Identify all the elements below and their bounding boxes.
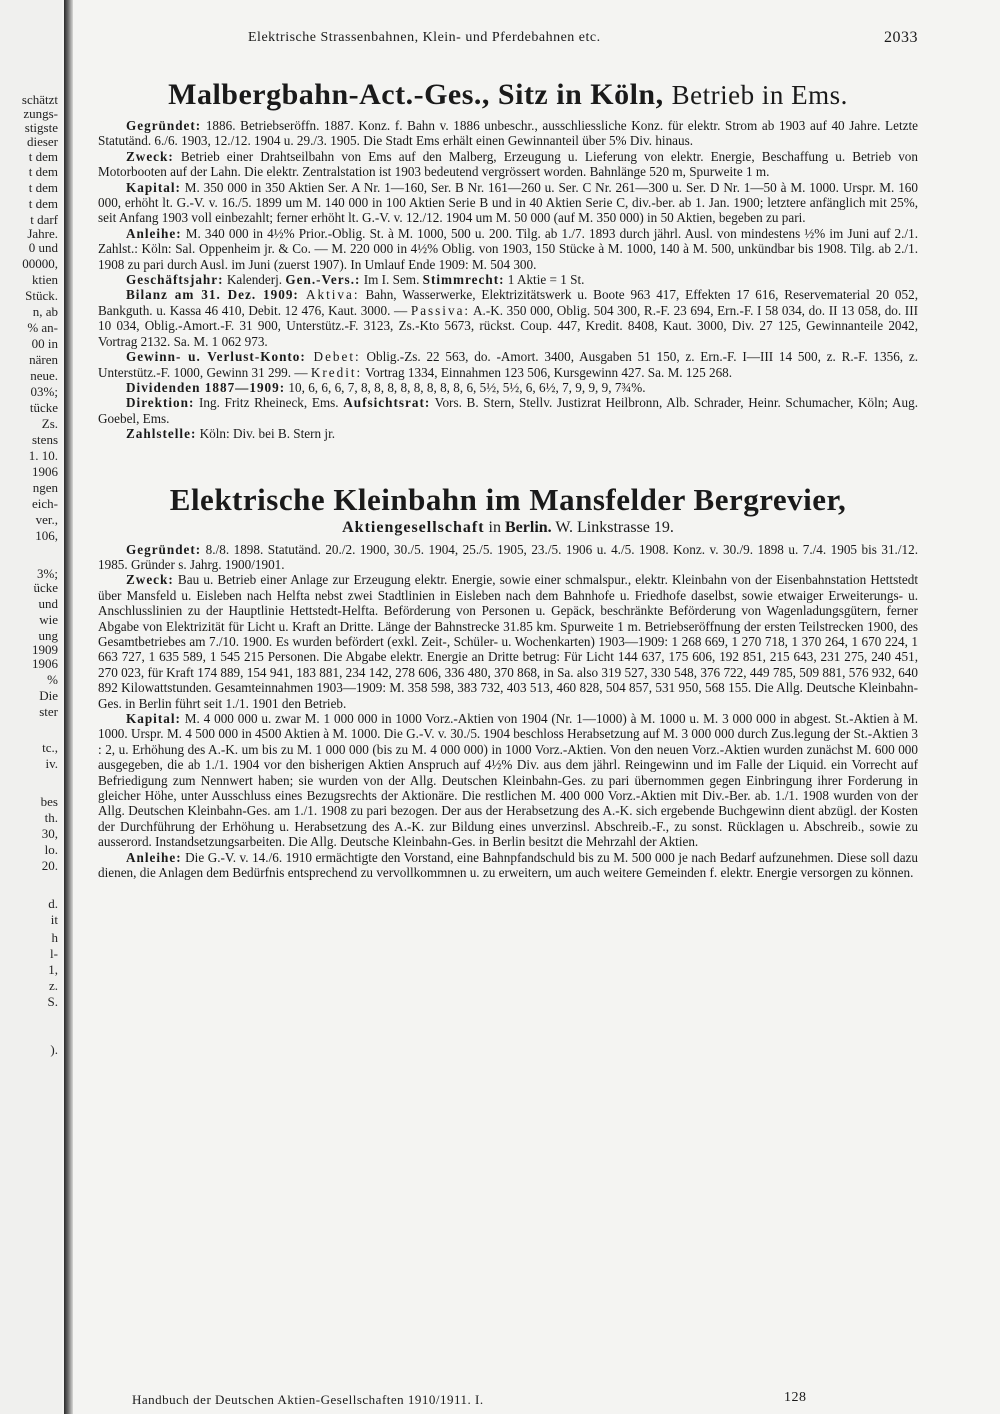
gutter-fragment: bes bbox=[40, 794, 58, 809]
gutter-fragment: it bbox=[50, 912, 58, 927]
gutter-fragment: ). bbox=[50, 1042, 58, 1057]
section1-paragraph bbox=[98, 380, 918, 395]
gutter-fragment: ung bbox=[38, 628, 58, 643]
section2-subtitle-place: Berlin. bbox=[505, 518, 552, 536]
page-fold-shadow bbox=[64, 0, 73, 1414]
gutter-fragment: ktien bbox=[32, 272, 58, 287]
section1-paragraph bbox=[98, 272, 918, 287]
section1-spaced-span: Aktiva: bbox=[298, 287, 360, 303]
gutter-fragment: 1906 bbox=[32, 464, 58, 479]
left-gutter-fragments bbox=[0, 0, 62, 1414]
gutter-fragment: ver., bbox=[35, 512, 58, 527]
gutter-fragment: 1. 10. bbox=[28, 448, 58, 463]
section1-label-span: Geschäftsjahr: bbox=[126, 272, 224, 288]
gutter-fragment: l- bbox=[50, 946, 58, 961]
section1-spaced-span: Kredit: bbox=[310, 364, 363, 380]
section2-label-span: Zweck: bbox=[126, 572, 174, 588]
section1-label-span: Aufsichtsrat: bbox=[343, 395, 431, 411]
gutter-fragment: 1909 bbox=[32, 642, 58, 657]
section1-paragraph bbox=[98, 287, 918, 349]
section1-text-span: Oblig.-Zs. 22 563, do. -Amort. 3400, Ausgaben 51 150, z. Ern.-F. I—III 14 500, z. R.-F. 1356, z. Unterstütz.-F. 1000, Gewinn 31 299. — bbox=[98, 349, 919, 380]
section1-paragraph bbox=[98, 149, 918, 180]
gutter-fragment: t darf bbox=[30, 212, 58, 227]
gutter-fragment: schätzt bbox=[21, 92, 58, 107]
section1-text-span: Ing. Fritz Rheineck, Ems. bbox=[194, 395, 344, 411]
gutter-fragment: t dem bbox=[28, 164, 58, 179]
section2-title: Elektrische Kleinbahn im Mansfelder Bergrevier, bbox=[169, 481, 847, 517]
gutter-fragment: 1906 bbox=[32, 656, 58, 671]
section1-title bbox=[98, 78, 918, 112]
book-page bbox=[98, 30, 918, 880]
gutter-fragment: h bbox=[51, 930, 58, 945]
section1-body bbox=[98, 118, 918, 442]
section1-text-span: Vortrag 1334, Einnahmen 123 506, Kursgewinn 427. Sa. M. 125 268. bbox=[362, 364, 733, 380]
section2-subtitle-in: in bbox=[484, 518, 505, 536]
section1-label-span: Anleihe: bbox=[126, 225, 182, 241]
running-head bbox=[98, 30, 918, 50]
gutter-fragment: 30, bbox=[41, 826, 58, 841]
section2-label-span: Gegründet: bbox=[126, 541, 202, 557]
gutter-fragment: lo. bbox=[44, 842, 58, 857]
gutter-fragment: ücke bbox=[33, 580, 58, 595]
section1-label-span: Gewinn- u. Verlust-Konto: bbox=[126, 349, 306, 365]
section1-text-span: 10, 6, 6, 6, 7, 8, 8, 8, 8, 8, 8, 8, 8, 6, 5½, 5½, 6, 6½, 7, 9, 9, 9, 7¾%. bbox=[285, 379, 646, 395]
gutter-fragment: % bbox=[47, 672, 58, 687]
section1-label-span: Stimmrecht: bbox=[422, 272, 505, 288]
section1-paragraph bbox=[98, 180, 918, 226]
gutter-fragment: 03%; bbox=[30, 384, 58, 399]
gutter-fragment: 3%; bbox=[37, 566, 58, 581]
section2-text-span: 8./8. 1898. Statutänd. 20./2. 1900, 30./5. 1904, 25./5. 1905, 23./5. 1906 u. 4./5. 1908. Konz. v. 30./9. 1898 u. 7./4. 1905 bis 31./12. 1985. Gründer s. Jahrg. 1900/1901. bbox=[98, 541, 918, 572]
section1-text-span: M. 350 000 in 350 Aktien Ser. A Nr. 1—160, Ser. B Nr. 161—260 u. Ser. C Nr. 261—300 u. Ser. D Nr. 1—50 à M. 1000. Urspr. M. 160 000, erhöht lt. G.-V. v. 16./5. 1899 um M. 140 000 in 100 Aktien Serie B und in 40 Aktien Serie C, div.-ber. ab 1. Jan. 1900; letztere anfänglich mit 25%, seit Anfang 1903 voll einbezahlt; ferner erhöht lt. G.-V. v. 12./12. 1904 um M. 50 000 (auf M. 350 000) in 50 Aktien, begeben zu pari. bbox=[98, 179, 918, 226]
gutter-fragment: t dem bbox=[28, 196, 58, 211]
section1-paragraph bbox=[98, 395, 918, 426]
gutter-fragment: n, ab bbox=[32, 304, 58, 319]
section1-text-span: A.-K. 350 000, Oblig. 504 300, R.-F. 23 694, Ern.-F. I 58 034, do. II 13 058, do. III 10 034, Oblig.-Amort.-F. 31 900, Unterstütz.-F. 3123, Zs.-Kto 5673, rückst. Coup. 447, Kredit. 8408, Kaut. 3000, Div. 27 125, Gewinnanteile 2042, Vortrag 2132. Sa. M. 1 062 973. bbox=[98, 302, 918, 349]
gutter-fragment: Zs. bbox=[41, 416, 58, 431]
section1-title-main: Malbergbahn-Act.-Ges., Sitz in Köln, bbox=[168, 78, 664, 111]
gutter-fragment: Stück. bbox=[25, 288, 58, 303]
gutter-fragment: th. bbox=[44, 810, 58, 825]
section1-text-span: Im I. Sem. bbox=[360, 272, 423, 288]
section2-paragraph bbox=[98, 711, 918, 850]
section1-label-span: Kapital: bbox=[126, 179, 181, 195]
section1-paragraph bbox=[98, 118, 918, 149]
section1-paragraph bbox=[98, 226, 918, 272]
gutter-fragment: 106, bbox=[35, 528, 58, 543]
footer-text: Handbuch der Deutschen Aktien-Gesellschaften 1910/1911. I. bbox=[132, 1392, 484, 1407]
section1-label-span: Bilanz am 31. Dez. 1909: bbox=[126, 287, 299, 303]
gutter-fragment: und bbox=[38, 596, 58, 611]
section1-label-span: Direktion: bbox=[126, 395, 195, 411]
gutter-fragment: t dem bbox=[28, 149, 58, 164]
gutter-fragment: dieser bbox=[26, 134, 58, 149]
gutter-fragment: stigste bbox=[24, 120, 58, 135]
section2-label-span: Anleihe: bbox=[126, 849, 182, 865]
section1-paragraph bbox=[98, 349, 918, 380]
section2-text-span: Bau u. Betrieb einer Anlage zur Erzeugung elektr. Energie, sowie einer schmalspur., elektr. Kleinbahn von der Eisenbahnstation Hettstedt über Mansfeld u. Eisleben nach Helfta nebst zwei Stadtlinien in Eisleben nach dem Bahnhofe u. Friedhofe daselbst, sowie etwaiger Erweiterungs- u. Anschlusslinien zu der Hauptlinie Hettstedt-Helfta. Beförderung von Personen u. Gepäck, beschränkte Beförderung von Wagenladungsgütern, ferner Abgabe von Elektrizität für Licht u. Kraft an Dritte. Länge der Bahnstrecke 31.85 km. Spurweite 1 m. Betriebseröffnung der ersten Teilstrecken 1900, des Gesamtbetriebes am 7./10. 1900. Es wurden befördert (exkl. Zeit-, Schüler- u. Wochenkarten) 1903—1909: 1 268 669, 1 270 718, 1 370 264, 1 670 224, 1 663 727, 1 635 589, 1 545 215 Personen. Die Abgabe elektr. Energie an Dritte betrug: Für Licht 144 637, 175 606, 192 851, 215 643, 231 275, 240 451, 270 023, für Kraft 174 889, 154 941, 183 881, 234 142, 278 606, 336 480, 370 868, in Sa. also 319 527, 330 548, 376 722, 449 785, 509 881, 576 932, 640 892 Kilowattstunden. Gesamteinnahmen 1903—1909: M. 358 598, 383 732, 403 513, 460 828, 504 857, 531 950, 568 155. Die Allg. Deutsche Kleinbahn-Ges. in Berlin führt seit 1./1. 1901 den Betrieb. bbox=[98, 572, 918, 711]
gutter-fragment: Jahre. bbox=[27, 226, 58, 241]
gutter-fragment: iv. bbox=[45, 756, 58, 771]
section2-paragraph bbox=[98, 542, 918, 573]
section2-body bbox=[98, 542, 918, 881]
gutter-fragment: % an- bbox=[27, 320, 58, 335]
section2-text-span: Die G.-V. v. 14./6. 1910 ermächtigte den Vorstand, eine Bahnpfandschuld bis zu M. 500 000 je nach Bedarf aufzunehmen. Diese soll dazu dienen, die Anlagen dem Bedürfnis entsprechend zu vervollkommnen u. zu erweitern, um auch weitere Gemeinden f. elektr. Energie versorgen zu können. bbox=[98, 849, 918, 881]
footer-number: 128 bbox=[784, 1390, 807, 1405]
section1-text-span: 1886. Betriebseröffn. 1887. Konz. f. Bahn v. 1886 unbeschr., ausschliessliche Konz. für elektr. Strom ab 1903 auf 40 Jahre. Letzte Statutänd. 6./6. 1903, 12./12. 1904 u. 29./3. 1905. Die Stadt Ems erhält einen Gewinnanteil über 5% Div. hinaus. bbox=[98, 118, 918, 149]
section1-spaced-span: Passiva: bbox=[410, 302, 471, 318]
gutter-fragment: tc., bbox=[42, 740, 58, 755]
section1-label-span: Zweck: bbox=[126, 148, 174, 164]
section1-title-rest: Betrieb in Ems. bbox=[671, 80, 848, 110]
gutter-fragment: neue. bbox=[30, 368, 58, 383]
gutter-fragment: zungs- bbox=[23, 106, 58, 121]
running-head-title: Elektrische Strassenbahnen, Klein- und Pferdebahnen etc. bbox=[248, 30, 601, 45]
gutter-fragment: d. bbox=[48, 896, 58, 911]
gutter-fragment: 00000, bbox=[22, 256, 58, 271]
gutter-fragment: 0 und bbox=[28, 240, 58, 255]
gutter-fragment: wie bbox=[39, 612, 58, 627]
section1-label-span: Gegründet: bbox=[126, 118, 202, 133]
gutter-fragment: S. bbox=[47, 994, 58, 1009]
section1-label-span: Dividenden 1887—1909: bbox=[126, 379, 286, 395]
gutter-fragment: tücke bbox=[29, 400, 58, 415]
section1-spaced-span: Debet: bbox=[305, 349, 361, 365]
page-footer bbox=[132, 1392, 832, 1408]
section2-subtitle-address: W. Linkstrasse 19. bbox=[551, 518, 674, 536]
page-number: 2033 bbox=[884, 29, 918, 46]
section1-text-span: M. 340 000 in 4½% Prior.-Oblig. St. à M. 1000, 500 u. 200. Tilg. ab 1./7. 1893 durch jährl. Ausl. von mindestens ½% im Juni auf 2./1. Zahlst.: Köln: Sal. Oppenheim jr. & Co. — M. 220 000 in 4½% Oblig. von 1903, 150 Stücke à M. 1000, 140 à M. 500, unkündbar bis 1908. Tilg. ab 2./1. 1908 zu pari durch Ausl. im Juni (zuerst 1907). In Umlauf Ende 1909: M. 504 300. bbox=[98, 225, 918, 272]
gutter-fragment: z. bbox=[48, 978, 58, 993]
gutter-fragment: eich- bbox=[32, 496, 58, 511]
gutter-fragment: 1, bbox=[48, 962, 58, 977]
section1-paragraph bbox=[98, 426, 918, 441]
section1-label-span: Gen.-Vers.: bbox=[285, 272, 361, 288]
gutter-fragment: t dem bbox=[28, 180, 58, 195]
section1-text-span: Betrieb einer Drahtseilbahn von Ems auf den Malberg, Erzeugung u. Lieferung von elektr. Energie, Beschaffung u. Betrieb von Motorbooten auf der Lahn. Die elektr. Zentralstation ist 1903 bedeutend vergrössert worden. Bahnlänge 520 m, Spurweite 1 m. bbox=[98, 148, 918, 180]
gutter-fragment: stens bbox=[32, 432, 58, 447]
gutter-fragment: ngen bbox=[32, 480, 58, 495]
gutter-fragment: 20. bbox=[41, 858, 58, 873]
section1-label-span: Zahlstelle: bbox=[126, 426, 197, 442]
section2-paragraph bbox=[98, 572, 918, 711]
gutter-fragment: 00 in bbox=[31, 336, 58, 351]
section1-text-span: 1 Aktie = 1 St. bbox=[504, 272, 585, 288]
section2-text-span: M. 4 000 000 u. zwar M. 1 000 000 in 1000 Vorz.-Aktien von 1904 (Nr. 1—1000) à M. 1000 u. M. 3 000 000 in abgest. St.-Aktien à M. 1000. Urspr. M. 4 500 000 in 4500 Aktien à M. 1000. Die G.-V. v. 30./5. 1904 beschloss Herabsetzung auf M. 3 000 000 durch Zus.legung der St.-Aktien 3 : 2, u. Erhöhung des A.-K. um bis zu M. 1 000 000 (bis zu M. 4 000 000) in 1000 Vorz.-Aktien. Von den neuen Vorz.-Aktien wurden zunächst M. 600 000 ausgegeben, die ab 1./1. 1904 vor den bisherigen Aktien Anspruch auf 4½% Div. aus dem jährl. Reingewinn und im Falle der Liquid. ein Vorrecht auf Befriedigung zum Nennwert haben; sie wurden von der Allg. Deutschen Kleinbahn-Ges. zu pari übernommen gegen Einbringung ihrer Forderung in gleicher Höhe, unter Ausschluss eines Bezugsrechts der Aktionäre. Die restlichen M. 400 000 Vorz.-Aktien mit Div.-Ber. ab. 1./1. 1908 wurden von der Allg. Deutschen Kleinbahn-Ges. am 1./1. 1908 zu pari bezogen. Der aus der Herabsetzung des A.-K. sich ergebende Buchgewinn dient abzügl. der Kosten der Durchführung der Erhöhung u. Herabsetzung des A.-K. zur Bildung eines unverzinsl. Abschreib.-F., zu sonst. Rücklagen u. Abschreib., sowie zu ausserord. Instandsetzungsarbeiten. Die Allg. Deutsche Kleinbahn-Ges. in Berlin besitzt die Mehrzahl der Aktien. bbox=[98, 711, 918, 850]
section2-subtitle bbox=[98, 518, 918, 538]
section1-text-span: Bahn, Wasserwerke, Elektrizitätswerk u. Boote 963 417, Effekten 17 616, Reservematerial 20 052, Bankguth. u. Kassa 46 410, Debit. 12 476, Kaut. 3000. — bbox=[98, 287, 919, 318]
gutter-fragment: ster bbox=[39, 704, 58, 719]
section1-text-span: Vors. B. Stern, Stellv. Justizrat Heilbronn, Alb. Schrader, Heinr. Schumacher, Köln; Aug. Goebel, Ems. bbox=[98, 395, 918, 426]
section2-label-span: Kapital: bbox=[126, 711, 181, 726]
section1-text-span: Kalenderj. bbox=[223, 272, 286, 288]
section2-paragraph bbox=[98, 850, 918, 881]
gutter-fragment: nären bbox=[29, 352, 58, 367]
section1-text-span: Köln: Div. bei B. Stern jr. bbox=[196, 426, 336, 442]
gutter-fragment: Die bbox=[39, 688, 58, 703]
section2-subtitle-company: Aktiengesellschaft bbox=[342, 518, 485, 536]
